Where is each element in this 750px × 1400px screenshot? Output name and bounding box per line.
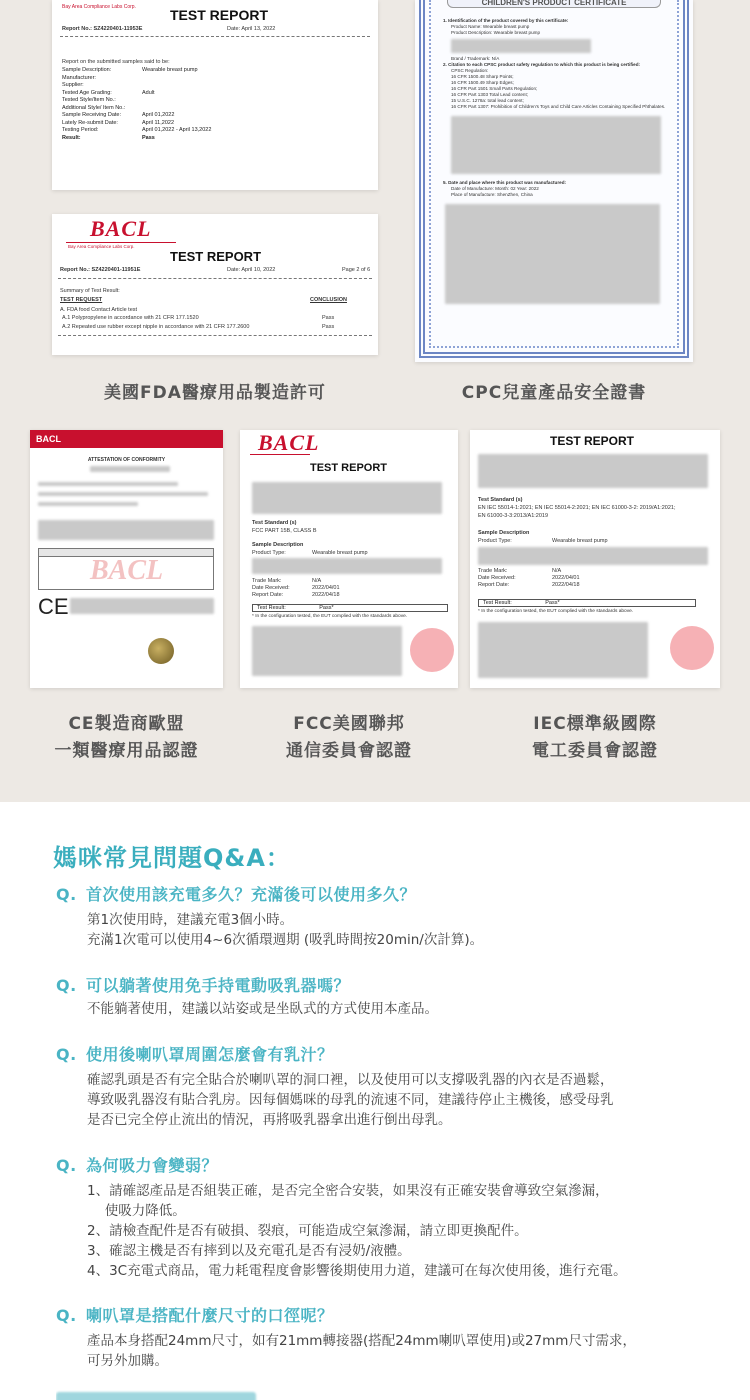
row-key: Tested Style/Item No.: [62, 97, 116, 103]
report-title: TEST REPORT [170, 7, 269, 23]
cert-line: Product Description: Wearable breast pump [451, 30, 541, 35]
report-date-value: 2022/04/18 [552, 582, 580, 588]
fda-report-page2 [52, 214, 378, 355]
divider [58, 278, 372, 279]
cert-line: 16 CFR Part 1303 Total Lead content; [451, 92, 529, 97]
report-rows [62, 67, 211, 142]
trade-mark-value: N/A [312, 578, 322, 584]
redacted-block [70, 598, 214, 614]
caption-line: 一類醫療用品認證 [54, 741, 199, 761]
next-question-partial [56, 1390, 276, 1400]
answer-line: 3、確認主機是否有摔到以及充電孔是否有浸奶/液體。 [87, 1243, 411, 1259]
ce-watermark: BACL [90, 555, 164, 586]
cert-line: 16 CFR 1500.48 Sharp Points; [451, 74, 514, 79]
row-value: April 01,2022 [142, 112, 175, 118]
sample-desc-label: Sample Description [478, 530, 530, 536]
row-key: Result: [62, 134, 81, 141]
redacted-block [38, 520, 214, 540]
row-key: Supplier: [62, 82, 84, 88]
caption-line: IEC標準級國際 [533, 714, 657, 734]
caption-line: 通信委員會認證 [286, 741, 412, 761]
bacl-logo: BACL [258, 430, 320, 455]
report-row [62, 90, 211, 98]
certificate-lines [443, 18, 668, 304]
caption-line: FCC美國聯邦 [293, 714, 405, 734]
redacted-block [445, 204, 660, 304]
summary-label: Summary of Test Result: [60, 288, 120, 294]
cert-line: 2. Citation to each CPSC product safety regulation to which this product is being certified: [443, 62, 641, 67]
row-value: April 01,2022 - April 13,2022 [142, 127, 212, 133]
approval-stamp [410, 628, 454, 672]
request-header: TEST REQUEST [60, 297, 103, 303]
std-value: FCC PART 15B, CLASS B [252, 528, 317, 534]
answer-line: 導致吸乳器沒有貼合乳房。因每個媽咪的母乳的流速不同，建議待停止主機後，感受母乳 [87, 1092, 614, 1108]
row-key: Lately Re-submit Date: [62, 119, 118, 126]
cpc-certificate [415, 0, 693, 362]
cert-line: 5. Date and place where this product was manufactured: [443, 180, 567, 185]
cert-line: 1. Identification of the product covered by this certificate: [443, 18, 569, 23]
row-value: Pass [142, 134, 155, 141]
caption-cpc: CPC兒童產品安全證書 [461, 383, 647, 403]
date-received-value: 2022/04/01 [312, 585, 340, 591]
caption-line: CE製造商歐盟 [68, 714, 185, 734]
report-row [62, 97, 211, 105]
std-value: EN 61000-3-3:2013/A1:2019 [478, 513, 549, 519]
report-date-key: Report Date: [478, 582, 510, 588]
redacted-block [252, 558, 442, 574]
test-item-result: Pass [322, 324, 335, 330]
product-type-value: Wearable breast pump [312, 550, 368, 556]
answer-line: 充滿1次電可以使用4~6次循環週期 (吸乳時間按20min/次計算)。 [87, 932, 484, 948]
divider [60, 36, 370, 37]
report-row [62, 105, 211, 113]
report-title: TEST REPORT [310, 462, 388, 474]
gold-seal [148, 638, 174, 664]
result-box [478, 599, 696, 607]
redacted-block [478, 547, 708, 565]
qa-title: 媽咪常見問題Q&A： [53, 844, 291, 872]
report-date-key: Report Date: [252, 592, 284, 598]
row-key: Additional Style/ Item No.: [62, 104, 126, 111]
caption-fda: 美國FDA醫療用品製造許可 [104, 383, 326, 403]
row-key: Manufacturer: [62, 74, 96, 81]
question-marker: Q. [56, 976, 77, 995]
answer [87, 1181, 707, 1281]
bacl-logo: BACL [90, 216, 152, 241]
ce-title: ATTESTATION OF CONFORMITY [87, 457, 166, 463]
conclusion-header: CONCLUSION [310, 297, 347, 303]
cut-off-question [56, 1392, 256, 1400]
report-date: Date: April 10, 2022 [227, 267, 276, 273]
compliance-note: * In the configuration tested, the EUT complied with the standards above. [252, 614, 408, 619]
report-date-value: 2022/04/18 [312, 592, 340, 598]
question-text: 為何吸力會變弱？ [86, 1156, 219, 1175]
date-received-key: Date Received: [252, 585, 290, 591]
date-received-key: Date Received: [478, 575, 516, 581]
row-value: Adult [142, 89, 155, 96]
question [56, 1153, 218, 1176]
redacted-block [38, 492, 208, 496]
certificate-header: CHILDREN'S PRODUCT CERTIFICATE [447, 0, 661, 8]
question-marker: Q. [56, 1045, 77, 1064]
answer [87, 910, 707, 950]
answer [87, 1070, 707, 1130]
report-row [62, 75, 211, 83]
cert-line: Date of Manufacture: Month: 02 Year: 2022 [451, 186, 539, 191]
question-text: 喇叭罩是搭配什麼尺寸的口徑呢？ [86, 1306, 334, 1325]
divider [58, 335, 372, 336]
redacted-block [252, 482, 442, 514]
cert-line: 16 CFR 1500.49 Sharp Edges; [451, 80, 514, 85]
report-title: TEST REPORT [550, 434, 635, 448]
product-type-key: Product Type: [252, 550, 286, 556]
redacted-block [451, 116, 661, 174]
fcc-test-report [240, 430, 458, 688]
logo-underline [66, 242, 176, 243]
bacl-logo: BACL [36, 434, 61, 444]
report-title: TEST REPORT [170, 249, 262, 264]
question-text: 使用後喇叭罩周圍怎麼會有乳汁？ [86, 1045, 334, 1064]
date-received-value: 2022/04/01 [552, 575, 580, 581]
redacted-block [451, 39, 591, 53]
cert-line: Product Name: Wearable breast pump [451, 24, 530, 29]
std-value: EN IEC 55014-1:2021; EN IEC 55014-2:2021; EN IEC 61000-3-2: 2019/A1:2021; [478, 505, 676, 511]
trade-mark-key: Trade Mark: [478, 568, 508, 574]
row-key: Tested Age Grading: [62, 89, 112, 96]
row-value: Wearable breast pump [142, 67, 198, 73]
redacted-block [90, 466, 170, 472]
trade-mark-value: N/A [552, 568, 562, 574]
compliance-note: * In the configuration tested, the EUT complied with the standards above. [478, 609, 634, 614]
question [56, 973, 350, 996]
report-date: Date: April 13, 2022 [227, 26, 276, 32]
report-intro: Report on the submitted samples said to be: [62, 59, 170, 65]
answer-line: 使吸力降低。 [87, 1203, 186, 1219]
caption-ce [30, 711, 223, 765]
trade-mark-key: Trade Mark: [252, 578, 282, 584]
approval-stamp [670, 626, 714, 670]
cert-line: 16 CFR Part 1501 Small Parts Regulation; [451, 86, 538, 91]
question-marker: Q. [56, 885, 77, 904]
fda-report-page1 [52, 0, 378, 190]
result-key: Test Result: [483, 600, 512, 606]
answer-line: 第1次使用時，建議充電3個小時。 [87, 912, 294, 928]
redacted-block [478, 622, 648, 678]
question-marker: Q. [56, 1156, 77, 1175]
page-number: Page 2 of 6 [342, 267, 371, 273]
row-value: April 11,2022 [142, 119, 175, 126]
caption-fcc [240, 711, 458, 765]
question-text: 首次使用該充電多久？充滿後可以使用多久？ [86, 885, 417, 904]
test-item: A. FDA food Contact Article test [60, 307, 138, 313]
test-item-result: Pass [322, 315, 335, 321]
row-key: Sample Receiving Date: [62, 112, 122, 118]
logo-underline [250, 454, 310, 455]
ce-attestation [30, 430, 223, 688]
answer-line: 是否已完全停止流出的情況，再將吸乳器拿出進行倒出母乳。 [87, 1112, 452, 1128]
product-type-value: Wearable breast pump [552, 538, 608, 544]
question-text: 可以躺著使用免手持電動吸乳器嗎？ [86, 976, 351, 995]
caption-iec [470, 711, 720, 765]
report-row [62, 120, 211, 128]
report-row [62, 67, 211, 75]
redacted-block [38, 502, 138, 506]
question-marker: Q. [56, 1306, 77, 1325]
report-number: Report No.: SZ4220401-11953E [62, 26, 143, 32]
redacted-block [252, 626, 402, 676]
cert-line: CPSC Regulation: [451, 68, 489, 73]
question [56, 1042, 334, 1065]
test-item: A.2 Repeated use rubber except nipple in accordance with 21 CFR 177.2600 [62, 324, 250, 330]
answer [87, 1331, 707, 1371]
answer-line: 4、3C充電式商品，電力耗電程度會影響後期使用力道，建議可在每次使用後，進行充電。 [87, 1263, 627, 1279]
answer-line: 確認乳頭是否有完全貼合於喇叭罩的洞口裡，以及使用可以支撐吸乳器的內衣是否過鬆， [87, 1072, 614, 1088]
cert-line: Brand / Trademark: N/A [451, 56, 500, 61]
result-key: Test Result: [257, 605, 286, 611]
report-row [62, 127, 211, 135]
bacl-brand-line: Bay Area Compliance Labs Corp. [62, 4, 136, 10]
redacted-block [478, 454, 708, 488]
std-label: Test Standard (s) [252, 520, 297, 526]
answer-line: 產品本身搭配24mm尺寸，如有21mm轉接器(搭配24mm喇叭罩使用)或27mm尺寸需求， [87, 1333, 636, 1349]
bacl-brand-line: Bay Area Compliance Labs Corp. [68, 244, 135, 249]
sample-desc-label: Sample Description [252, 542, 304, 548]
result-box [252, 604, 448, 612]
std-label: Test Standard (s) [478, 497, 523, 503]
caption-line: 電工委員會認證 [532, 741, 658, 761]
answer-line: 2、請檢查配件是否有破損、裂痕，可能造成空氣滲漏，請立即更換配件。 [87, 1223, 528, 1239]
iec-test-report [470, 430, 720, 688]
question [56, 882, 416, 905]
question [56, 1303, 334, 1326]
product-type-key: Product Type: [478, 538, 512, 544]
cert-line: 16 CFR Part 1307: Prohibition of Children's Toys and Child Care Articles Containing Specified Phthalates. [451, 104, 666, 109]
answer-line: 1、請確認產品是否組裝正確，是否完全密合安裝，如果沒有正確安裝會導致空氣滲漏， [87, 1183, 609, 1199]
report-row [62, 82, 211, 90]
cert-line: 15 U.S.C. 1278a: total lead content; [451, 98, 524, 103]
answer [87, 999, 707, 1019]
report-row [62, 135, 211, 143]
answer-line: 不能躺著使用，建議以站姿或是坐臥式的方式使用本產品。 [87, 1001, 438, 1017]
row-key: Testing Period: [62, 127, 99, 133]
report-number: Report No.: SZ4220401-11951E [60, 267, 141, 273]
test-item: A.1 Polypropylene in accordance with 21 CFR 177.1520 [62, 315, 199, 321]
report-row [62, 112, 211, 120]
result-value: Pass* [545, 600, 560, 606]
ce-mark: CE [38, 594, 69, 619]
cert-line: Place of Manufacture: ShenZhen, China [451, 192, 533, 197]
row-key: Sample Description: [62, 67, 112, 73]
redacted-block [38, 482, 178, 486]
answer-line: 可另外加購。 [87, 1353, 168, 1369]
result-value: Pass* [319, 605, 334, 611]
